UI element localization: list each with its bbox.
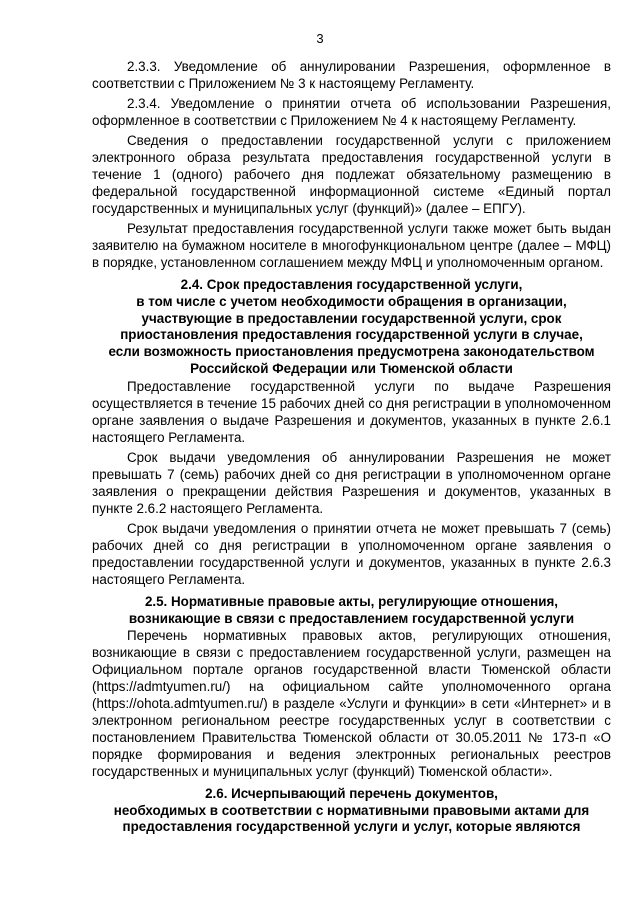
body-paragraph: 2.3.4. Уведомление о принятии отчета об использовании Разрешения, оформленное в соответствии с Приложением № 4 к настоящему Регламенту. (92, 96, 611, 129)
body-paragraph: Сведения о предоставлении государственной услуги с приложением электронного образа результата предоставления государственной услуги в течение 1 (одного) рабочего дня подлежат обязательному размещению в федеральной государственной информационной системе «Единый портал государственных и муниципальных услуг (функций)» (далее – ЕПГУ). (92, 133, 611, 216)
section-heading-line: возникающие в связи с предоставлением государственной услуги (128, 610, 575, 626)
section-heading (92, 786, 611, 837)
section-heading-line: 2.5. Нормативные правовые акты, регулирующие отношения, (144, 593, 559, 609)
section-heading (92, 594, 611, 628)
page-number: 3 (316, 31, 324, 46)
body-paragraph: Перечень нормативных правовых актов, регулирующих отношения, возникающие в связи с предоставлением государственной услуги, размещен на Официальном портале органов государственной власти Тюменской области (https://admtyumen.ru/) на официальном сайте уполномоченного органа (https://ohota.admtyumen.ru/) в разделе «Услуги и функции» в сети «Интернет» и в электронном региональном реестре государственных услуг в соответствии с постановлением Правительства Тюменской области от 30.05.2011 № 173-п «О порядке формирования и ведения электронных региональных реестров государственных и муниципальных услуг (функций) Тюменской области». (92, 628, 611, 779)
document-body (92, 59, 611, 837)
section-heading-line: 2.4. Срок предоставления государственной услуги, (180, 276, 523, 292)
body-paragraph: Результат предоставления государственной услуги также может быть выдан заявителю на бумажном носителе в многофункциональном центре (далее – МФЦ) в порядке, установленном соглашением между МФЦ и уполномоченным органом. (92, 221, 611, 270)
section-heading-line: Российской Федерации или Тюменской области (190, 361, 513, 377)
body-paragraph: Предоставление государственной услуги по выдаче Разрешения осуществляется в течение 15 рабочих дней со дня регистрации в уполномоченном органе заявления о выдаче Разрешения и документов, указанных в пункте 2.6.1 настоящего Регламента. (92, 379, 611, 445)
section-heading-line: предоставления государственной услуги и услуг, которые являются (122, 819, 581, 835)
section-heading (92, 277, 611, 378)
body-paragraph: Срок выдачи уведомления о принятии отчета не может превышать 7 (семь) рабочих дней со дня регистрации в уполномоченном органе заявления о предоставлении государственной услуги и документов, указанных в пункте 2.6.3 настоящего Регламента. (92, 521, 611, 587)
body-paragraph: 2.3.3. Уведомление об аннулировании Разрешения, оформленное в соответствии с Приложением № 3 к настоящему Регламенту. (92, 59, 611, 91)
section-heading-line: участвующие в предоставлении государственной услуги, срок (141, 310, 562, 326)
section-heading-line: приостановления предоставления государственной услуги в случае, (120, 327, 583, 343)
section-heading-line: в том числе с учетом необходимости обращения в организации, (136, 293, 567, 309)
section-heading-line: если возможность приостановления предусмотрена законодательством (108, 344, 595, 360)
body-paragraph: Срок выдачи уведомления об аннулировании Разрешения не может превышать 7 (семь) рабочих дней со дня регистрации в уполномоченном органе заявления о прекращении действия Разрешения и документов, указанных в пункте 2.6.2 настоящего Регламента. (92, 450, 611, 516)
section-heading-line: необходимых в соответствии с нормативными правовыми актами для (113, 802, 590, 818)
section-heading-line: 2.6. Исчерпывающий перечень документов, (205, 785, 498, 801)
